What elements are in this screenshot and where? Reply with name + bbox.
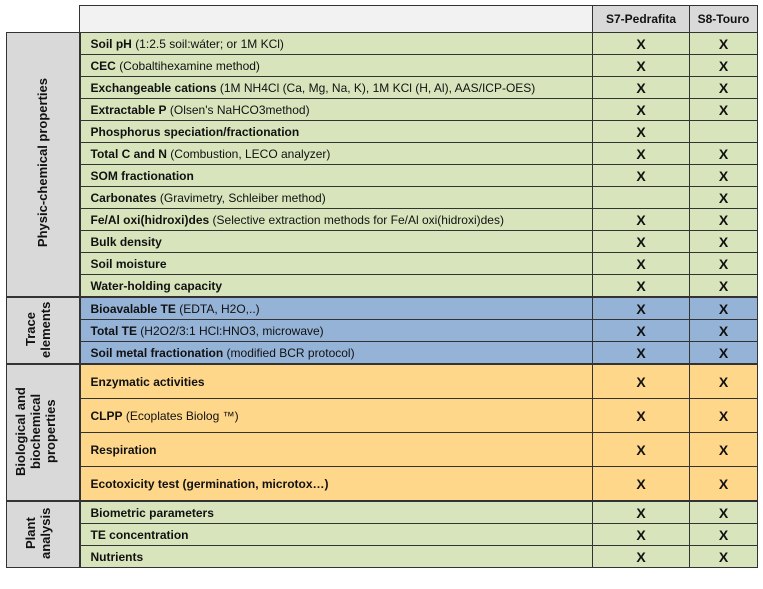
property-cell [80, 524, 593, 546]
table-row [7, 187, 758, 209]
property-method: (1M NH4Cl (Ca, Mg, Na, K), 1M KCl (H, Al), AAS/ICP-OES) [219, 80, 536, 95]
group-label: Physic-chemical properties [35, 78, 51, 248]
group-label: Trace elements [22, 300, 53, 358]
table-row [7, 399, 758, 433]
mark-s8: X [690, 33, 758, 55]
mark-s8: X [690, 77, 758, 99]
property-method: (1:2.5 soil:wáter; or 1M KCl) [135, 36, 284, 51]
table-row [7, 121, 758, 143]
table-row [7, 501, 758, 524]
property-name: TE concentration [90, 527, 189, 542]
group-label-cell [7, 501, 80, 568]
table-row [7, 253, 758, 275]
property-name: Carbonates [90, 190, 157, 205]
property-cell [80, 77, 593, 99]
mark-s7: X [593, 297, 690, 320]
property-name: Soil metal fractionation [90, 345, 224, 360]
header-row [7, 6, 758, 33]
property-cell [80, 342, 593, 365]
property-cell [80, 143, 593, 165]
property-method: (Olsen's NaHCO3method) [169, 102, 310, 117]
mark-s8: X [690, 546, 758, 568]
table-row [7, 55, 758, 77]
property-method: (Ecoplates Biolog ™) [125, 408, 239, 423]
property-name: Soil moisture [90, 256, 167, 271]
mark-s7: X [593, 55, 690, 77]
mark-s8: X [690, 165, 758, 187]
mark-s8: X [690, 433, 758, 467]
table-row [7, 77, 758, 99]
table-row [7, 342, 758, 365]
mark-s8: X [690, 55, 758, 77]
property-name: Bulk density [90, 234, 162, 249]
column-header-s7: S7-Pedrafita [593, 6, 690, 33]
property-method: (H2O2/3:1 HCl:HNO3, microwave) [140, 323, 324, 338]
mark-s7: X [593, 165, 690, 187]
mark-s8: X [690, 467, 758, 502]
mark-s8: X [690, 253, 758, 275]
table-row [7, 209, 758, 231]
table-row [7, 364, 758, 399]
mark-s7: X [593, 364, 690, 399]
table-row [7, 433, 758, 467]
property-name: Respiration [90, 442, 157, 457]
property-name: Exchangeable cations [90, 80, 217, 95]
property-name: CEC [90, 58, 116, 73]
mark-s8: X [690, 342, 758, 365]
mark-s7 [593, 187, 690, 209]
property-cell [80, 297, 593, 320]
group-label-cell [7, 297, 80, 364]
mark-s7: X [593, 320, 690, 342]
group-label: Biological and biochemical properties [12, 386, 58, 476]
mark-s8: X [690, 209, 758, 231]
mark-s7: X [593, 546, 690, 568]
mark-s7: X [593, 433, 690, 467]
mark-s8: X [690, 99, 758, 121]
property-method: (Cobaltihexamine method) [119, 58, 260, 73]
table-row [7, 297, 758, 320]
table-row [7, 99, 758, 121]
property-method: (Gravimetry, Schleiber method) [159, 190, 326, 205]
property-name: Bioavalable TE [90, 301, 176, 316]
property-cell [80, 253, 593, 275]
table-row [7, 320, 758, 342]
property-cell [80, 275, 593, 298]
property-cell [80, 467, 593, 502]
mark-s7: X [593, 209, 690, 231]
property-cell [80, 364, 593, 399]
analysis-table [6, 5, 758, 568]
corner-cell [7, 6, 80, 33]
property-cell [80, 231, 593, 253]
property-cell [80, 546, 593, 568]
property-name: Biometric parameters [90, 505, 214, 520]
property-name: Soil pH [90, 36, 132, 51]
group-label-cell [7, 33, 80, 298]
mark-s8: X [690, 524, 758, 546]
table-row [7, 143, 758, 165]
table-row [7, 524, 758, 546]
mark-s7: X [593, 275, 690, 298]
property-name: Total TE [90, 323, 137, 338]
property-name: Phosphorus speciation/fractionation [90, 124, 300, 139]
table-row [7, 165, 758, 187]
mark-s7: X [593, 33, 690, 55]
table-row [7, 275, 758, 298]
property-name: CLPP [90, 408, 123, 423]
group-label: Plant analysis [22, 507, 53, 559]
mark-s7: X [593, 121, 690, 143]
property-cell [80, 55, 593, 77]
property-cell [80, 433, 593, 467]
mark-s8: X [690, 364, 758, 399]
table-row [7, 231, 758, 253]
mark-s7: X [593, 399, 690, 433]
mark-s7: X [593, 342, 690, 365]
mark-s7: X [593, 231, 690, 253]
mark-s8: X [690, 275, 758, 298]
property-method: (EDTA, H2O,..) [179, 301, 260, 316]
property-cell [80, 165, 593, 187]
property-cell [80, 320, 593, 342]
table-row [7, 546, 758, 568]
mark-s8: X [690, 187, 758, 209]
property-name: Extractable P [90, 102, 167, 117]
mark-s8: X [690, 297, 758, 320]
property-name: SOM fractionation [90, 168, 194, 183]
property-cell [80, 399, 593, 433]
mark-s8: X [690, 501, 758, 524]
property-cell [80, 187, 593, 209]
property-method: (modified BCR protocol) [226, 345, 355, 360]
property-cell [80, 99, 593, 121]
column-header-s8: S8-Touro [690, 6, 758, 33]
property-name: Water-holding capacity [90, 278, 223, 293]
property-name: Enzymatic activities [90, 374, 205, 389]
mark-s8 [690, 121, 758, 143]
mark-s7: X [593, 253, 690, 275]
mark-s7: X [593, 501, 690, 524]
group-label-cell [7, 364, 80, 501]
property-cell [80, 209, 593, 231]
mark-s8: X [690, 399, 758, 433]
property-name: Nutrients [90, 549, 144, 564]
property-cell [80, 501, 593, 524]
property-name: Fe/Al oxi(hidroxi)des [90, 212, 210, 227]
mark-s7: X [593, 99, 690, 121]
mark-s8: X [690, 231, 758, 253]
table-row [7, 467, 758, 502]
mark-s8: X [690, 320, 758, 342]
mark-s8: X [690, 143, 758, 165]
property-name: Total C and N [90, 146, 167, 161]
property-header [80, 6, 593, 33]
mark-s7: X [593, 77, 690, 99]
mark-s7: X [593, 467, 690, 502]
mark-s7: X [593, 143, 690, 165]
mark-s7: X [593, 524, 690, 546]
table-row [7, 33, 758, 55]
property-method: (Combustion, LECO analyzer) [170, 146, 331, 161]
property-cell [80, 121, 593, 143]
property-cell [80, 33, 593, 55]
table-body [7, 33, 758, 568]
property-method: (Selective extraction methods for Fe/Al oxi(hidroxi)des) [212, 212, 504, 227]
property-name: Ecotoxicity test (germination, microtox…) [90, 476, 329, 491]
